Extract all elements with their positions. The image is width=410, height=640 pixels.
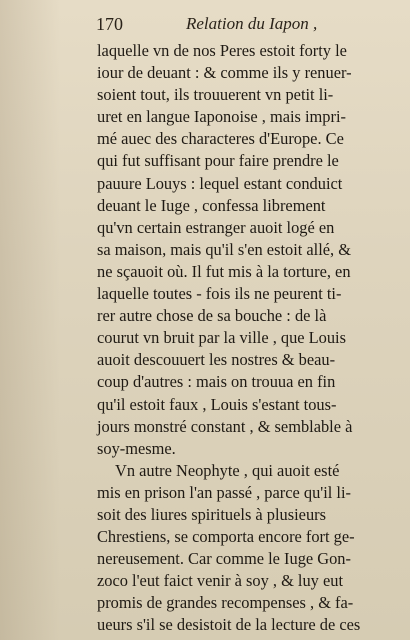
text-line: laquelle toutes - fois ils ne peurent ti- xyxy=(97,284,342,304)
paragraph-2 xyxy=(97,460,399,637)
text-line: promis de grandes recompenses , & fa- xyxy=(97,593,354,613)
text-line: pauure Louys : lequel estant conduict xyxy=(97,173,343,193)
text-line: coup d'autres : mais on trouua en fin xyxy=(97,372,336,392)
text-line: ueurs s'il se desistoit de la lecture de ces xyxy=(97,615,361,635)
text-line: mé auec des characteres d'Europe. Ce xyxy=(97,129,344,149)
text-line: Vn autre Neophyte , qui auoit esté xyxy=(115,460,340,480)
text-line: zoco l'eut faict venir à soy , & luy eut xyxy=(97,571,344,591)
running-title: Relation du Iapon , xyxy=(186,14,318,33)
paragraph-1 xyxy=(97,40,399,460)
text-line: auoit descouuert les nostres & beau- xyxy=(97,350,336,370)
text-line: nereusement. Car comme le Iuge Gon- xyxy=(97,549,351,569)
text-line: courut vn bruit par la ville , que Louis xyxy=(97,328,346,348)
text-line: qu'il estoit faux , Louis s'estant tous- xyxy=(97,394,337,414)
text-line: laquelle vn de nos Peres estoit forty le xyxy=(97,41,347,60)
text-line: sa maison, mais qu'il s'en estoit allé, & xyxy=(97,239,352,259)
text-line: ne sçauoit où. Il fut mis à la torture, en xyxy=(97,261,351,281)
text-line: mis en prison l'an passé , parce qu'il li- xyxy=(97,482,351,502)
text-line: iour de deuant : & comme ils y renuer- xyxy=(97,63,352,83)
text-line: uret en langue Iaponoise , mais impri- xyxy=(97,107,346,127)
body-text xyxy=(97,40,399,637)
text-line: Chrestiens, se comporta encore fort ge- xyxy=(97,527,355,547)
text-line: qui fut suffisant pour faire prendre le xyxy=(97,151,339,171)
text-line: rer autre chose de sa bouche : de là xyxy=(97,306,327,326)
binding-shadow xyxy=(0,0,60,640)
text-line: soit des liures spirituels à plusieurs xyxy=(97,504,326,524)
page-number: 170 xyxy=(96,14,123,34)
text-line: jours monstré constant , & semblable à xyxy=(97,416,353,436)
text-line: soient tout, ils trouuerent vn petit li- xyxy=(97,85,334,105)
text-line: soy-mesme. xyxy=(97,438,176,458)
text-line: qu'vn certain estranger auoit logé en xyxy=(97,217,335,237)
page-header xyxy=(96,14,396,36)
text-line: deuant le Iuge , confessa librement xyxy=(97,195,326,215)
